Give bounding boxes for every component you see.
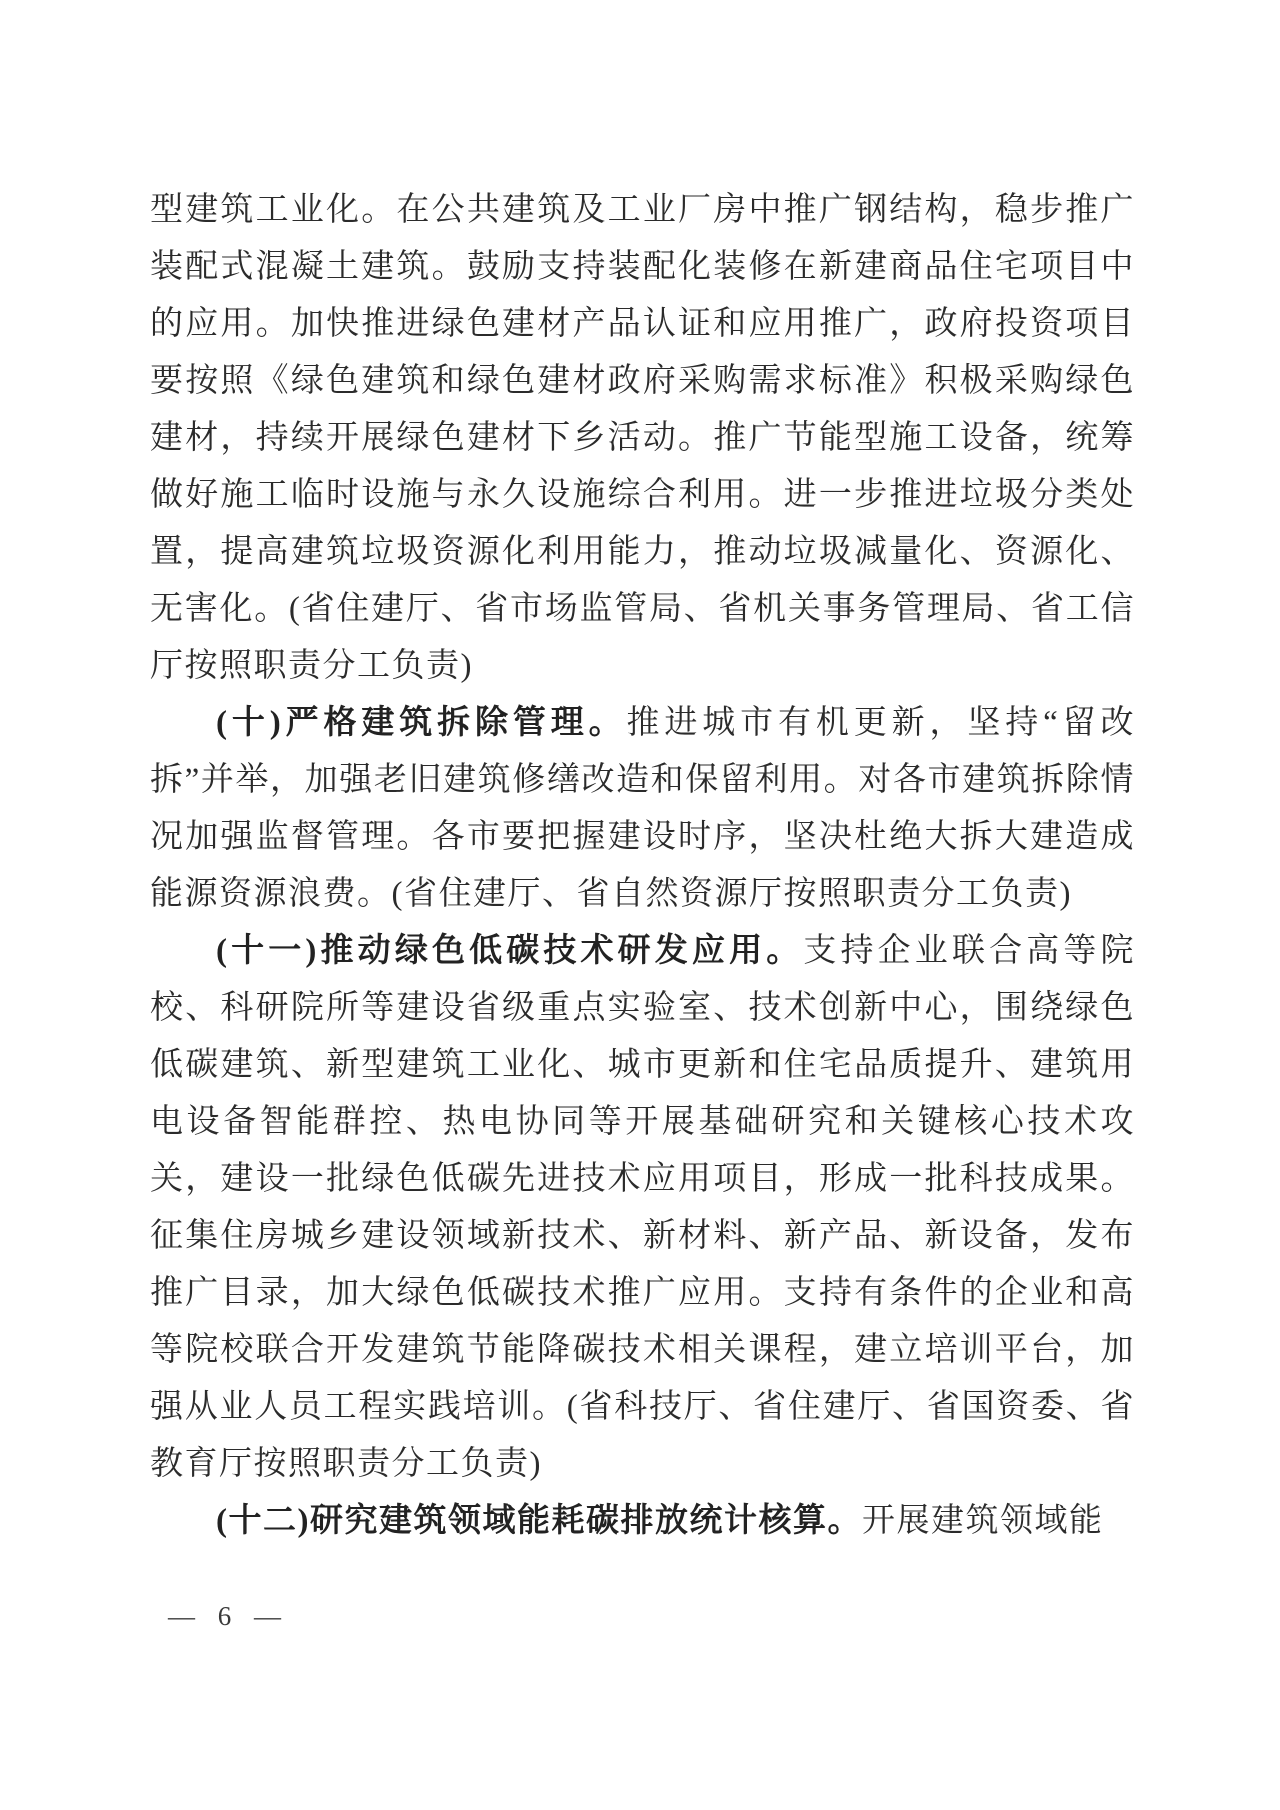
paragraph-section-11 xyxy=(150,923,1135,1493)
paragraph-text: 型建筑工业化。在公共建筑及工业厂房中推广钢结构，稳步推广装配式混凝土建筑。鼓励支持装配化装修在新建商品住宅项目中的应用。加快推进绿色建材产品认证和应用推广，政府投资项目要按照《绿色建筑和绿色建材政府采购需求标准》积极采购绿色建材，持续开展绿色建材下乡活动。推广节能型施工设备，统筹做好施工临时设施与永久设施综合利用。进一步推进垃圾分类处置，提高建筑垃圾资源化利用能力，推动垃圾减量化、资源化、无害化。(省住建厅、省市场监管局、省机关事务管理局、省工信厅按照职责分工负责) xyxy=(150,192,1135,684)
paragraph-section-12 xyxy=(150,1493,1135,1550)
paragraph-text: 推进城市有机更新，坚持“留改拆”并举，加强老旧建筑修缮改造和保留利用。对各市建筑拆除情况加强监督管理。各市要把握建设时序，坚决杜绝大拆大建造成能源资源浪费。(省住建厅、省自然资源厅按照职责分工负责) xyxy=(150,705,1135,912)
section-heading: (十二)研究建筑领域能耗碳排放统计核算。 xyxy=(216,1503,862,1539)
paragraph-section-10 xyxy=(150,695,1135,923)
section-heading: (十)严格建筑拆除管理。 xyxy=(216,705,627,741)
document-body xyxy=(150,182,1135,1550)
paragraph-text: 开展建筑领域能 xyxy=(861,1503,1104,1539)
section-heading: (十一)推动绿色低碳技术研发应用。 xyxy=(216,933,804,969)
page-number: — 6 — xyxy=(168,1601,289,1631)
paragraph-text: 支持企业联合高等院校、科研院所等建设省级重点实验室、技术创新中心，围绕绿色低碳建筑、新型建筑工业化、城市更新和住宅品质提升、建筑用电设备智能群控、热电协同等开展基础研究和关键核心技术攻关，建设一批绿色低碳先进技术应用项目，形成一批科技成果。征集住房城乡建设领域新技术、新材料、新产品、新设备，发布推广目录，加大绿色低碳技术推广应用。支持有条件的企业和高等院校联合开发建筑节能降碳技术相关课程，建立培训平台，加强从业人员工程实践培训。(省科技厅、省住建厅、省国资委、省教育厅按照职责分工负责) xyxy=(150,933,1135,1482)
paragraph-continuation xyxy=(150,182,1135,695)
page-footer xyxy=(168,1596,289,1636)
